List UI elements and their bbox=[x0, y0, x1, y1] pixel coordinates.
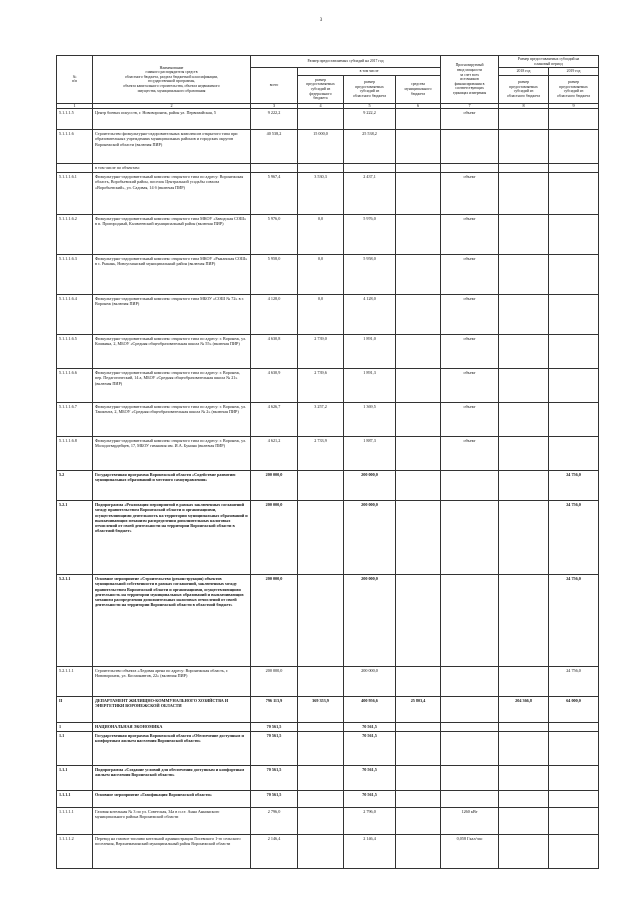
row-number: II bbox=[57, 697, 93, 723]
row-total: 796 113,9 bbox=[251, 697, 298, 723]
row-total: 70 561,5 bbox=[251, 766, 298, 791]
table-row bbox=[57, 130, 599, 164]
row-federal bbox=[298, 732, 344, 766]
row-federal bbox=[298, 766, 344, 791]
row-total: 200 000,0 bbox=[251, 667, 298, 697]
row-2018 bbox=[499, 130, 549, 164]
row-regional: 200 000,0 bbox=[344, 501, 396, 575]
row-2019 bbox=[549, 130, 599, 164]
row-name: НАЦИОНАЛЬНАЯ ЭКОНОМИКА bbox=[93, 723, 251, 732]
page-number: 3 bbox=[319, 18, 323, 23]
row-municipal bbox=[396, 723, 441, 732]
row-number bbox=[57, 164, 93, 173]
row-regional: 5 958,0 bbox=[344, 255, 396, 295]
row-municipal: 25 803,4 bbox=[396, 697, 441, 723]
row-total: 5 958,0 bbox=[251, 255, 298, 295]
row-name: Физкультурно-оздоровительный комплекс открытого типа МКОУ «Рыкanская СОШ» в с. Рыкань, Новоусманский муниципальный район (включая ПИР) bbox=[93, 255, 251, 295]
row-2019 bbox=[549, 109, 599, 130]
table-row bbox=[57, 173, 599, 215]
row-capacity bbox=[441, 501, 499, 575]
row-2018 bbox=[499, 295, 549, 335]
row-capacity: объект bbox=[441, 369, 499, 403]
row-name: Физкультурно-оздоровительный комплекс открытого типа по адресу: г. Воронеж, ул. Ташкента, 2, МБОУ «Средняя общеобразовательная школа № 2» (включая ПИР) bbox=[93, 403, 251, 437]
row-municipal bbox=[396, 335, 441, 369]
row-federal bbox=[298, 791, 344, 808]
row-2019 bbox=[549, 295, 599, 335]
row-name: Подпрограмма «Реализация мероприятий в рамках заключенных соглашений между правительством Воронежской области и организациями, осуществляющими деятельность на территории муниципальных образований и выплачивающих механизм распределения дополнительных налоговых отчислений от своей деятельности на территории Воронежской области в областной бюджет» bbox=[93, 501, 251, 575]
row-municipal bbox=[396, 471, 441, 501]
row-total: 4 626,7 bbox=[251, 403, 298, 437]
row-number: 1.1.1.1 bbox=[57, 791, 93, 808]
row-total: 200 000,0 bbox=[251, 501, 298, 575]
row-name: Физкультурно-оздоровительный комплекс открытого типа по адресу: Воронежская область, Воробьевский район, поселок Центральной усадьбы совхоза «Воробьевский», ул. Садовая, 14 б (включая ПИР) bbox=[93, 173, 251, 215]
row-2018 bbox=[499, 471, 549, 501]
row-name: Строительство физкультурно-оздоровительных комплексов открытого типа при образовательных учреждениях муниципальных районов и городских округов Воронежской области (включая ПИР) bbox=[93, 130, 251, 164]
header-total: всего bbox=[251, 68, 298, 104]
row-number: 5.1.1.1.6 bbox=[57, 130, 93, 164]
row-regional: 5 976,0 bbox=[344, 215, 396, 255]
row-name: Основное мероприятие «Газификация Воронежской области» bbox=[93, 791, 251, 808]
row-name: Физкультурно-оздоровительный комплекс открытого типа по адресу: г. Воронеж, ул. Кошкина, 2, МБОУ «Средняя общеобразовательная школа № 55» (включая ПИР) bbox=[93, 335, 251, 369]
row-federal bbox=[298, 109, 344, 130]
row-federal: 3 257,2 bbox=[298, 403, 344, 437]
row-capacity: объект bbox=[441, 403, 499, 437]
row-regional: 1 891,0 bbox=[344, 335, 396, 369]
row-total: 9 222,2 bbox=[251, 109, 298, 130]
row-federal bbox=[298, 501, 344, 575]
table-row bbox=[57, 109, 599, 130]
row-number: 5.1.1.1.6.1 bbox=[57, 173, 93, 215]
row-total: 70 561,5 bbox=[251, 732, 298, 766]
row-regional: 70 561,5 bbox=[344, 791, 396, 808]
table-row bbox=[57, 437, 599, 471]
row-name: Строительство объекта «Ледовая арена по адресу: Воронежская область, г. Нововоронеж, ул. Космонавтов, 22» (включая ПИР) bbox=[93, 667, 251, 697]
row-federal: 2 739,6 bbox=[298, 369, 344, 403]
table-row bbox=[57, 403, 599, 437]
row-2018 bbox=[499, 835, 549, 869]
header-capacity: Прогнозируемый ввод мощности за счет всех источников финансирования в соответствующих единицах измерения bbox=[441, 56, 499, 104]
row-2019: 24 756,0 bbox=[549, 471, 599, 501]
row-capacity: объект bbox=[441, 255, 499, 295]
row-municipal bbox=[396, 791, 441, 808]
row-2018 bbox=[499, 766, 549, 791]
table-row bbox=[57, 295, 599, 335]
row-municipal bbox=[396, 130, 441, 164]
row-2019 bbox=[549, 835, 599, 869]
header-regional: размер предоставляемых субсидий из областного бюджета bbox=[344, 75, 396, 103]
row-2019: 24 756,0 bbox=[549, 575, 599, 667]
row-number: 5.1.1.1.6.5 bbox=[57, 335, 93, 369]
row-number: 5.1.1.1.6.8 bbox=[57, 437, 93, 471]
row-total: 200 000,0 bbox=[251, 575, 298, 667]
col-number: 8 bbox=[499, 103, 549, 108]
row-federal: 0,0 bbox=[298, 255, 344, 295]
row-municipal bbox=[396, 295, 441, 335]
row-total: 200 000,0 bbox=[251, 471, 298, 501]
col-number: 4 bbox=[298, 103, 344, 108]
row-name: ДЕПАРТАМЕНТ ЖИЛИЩНО-КОММУНАЛЬНОГО ХОЗЯЙСТВА И ЭНЕРГЕТИКИ ВОРОНЕЖСКОЙ ОБЛАСТИ bbox=[93, 697, 251, 723]
row-2019 bbox=[549, 791, 599, 808]
row-municipal bbox=[396, 667, 441, 697]
row-2019: 64 000,0 bbox=[549, 697, 599, 723]
col-number: 3 bbox=[251, 103, 298, 108]
row-2019 bbox=[549, 215, 599, 255]
table-row bbox=[57, 335, 599, 369]
row-municipal bbox=[396, 255, 441, 295]
row-name: Физкультурно-оздоровительный комплекс открытого типа МБОУ «СОШ № 72» в г. Воронеж (включая ПИР) bbox=[93, 295, 251, 335]
row-municipal bbox=[396, 835, 441, 869]
row-municipal bbox=[396, 732, 441, 766]
row-2019 bbox=[549, 173, 599, 215]
row-regional: 1 887,3 bbox=[344, 437, 396, 471]
row-number: 5.2.1.1 bbox=[57, 575, 93, 667]
row-name: Перевод на газовое топливо котельной администрации Лосевского 1-го сельского поселения, Верхнемамонский муниципальный район Воронежской области bbox=[93, 835, 251, 869]
subsidy-table bbox=[56, 55, 599, 869]
row-total: 2 146,4 bbox=[251, 835, 298, 869]
row-capacity bbox=[441, 766, 499, 791]
row-capacity: объект bbox=[441, 295, 499, 335]
row-number: 5.2.1 bbox=[57, 501, 93, 575]
row-federal bbox=[298, 575, 344, 667]
row-capacity: объект bbox=[441, 335, 499, 369]
col-number: 5 bbox=[344, 103, 396, 108]
row-total: 4 630,9 bbox=[251, 369, 298, 403]
row-2018 bbox=[499, 173, 549, 215]
row-municipal bbox=[396, 173, 441, 215]
header-2019: 2019 год bbox=[549, 68, 599, 76]
table-row bbox=[57, 697, 599, 723]
row-municipal bbox=[396, 575, 441, 667]
row-name: Государственная программа Воронежской области «Содействие развитию муниципальных образований и местного самоуправления» bbox=[93, 471, 251, 501]
row-capacity: объект bbox=[441, 173, 499, 215]
row-federal: 15 000,0 bbox=[298, 130, 344, 164]
row-regional: 1 369,5 bbox=[344, 403, 396, 437]
row-2018 bbox=[499, 575, 549, 667]
header-municipal: средства муниципального бюджета bbox=[396, 75, 441, 103]
header-name: Наименование главного распорядителя средств областного бюджета, раздела бюджетной классификации, государственной программы, объекта капитального строительства, объекта недвижимого имущества, муниципального образования bbox=[93, 56, 251, 104]
row-2019 bbox=[549, 437, 599, 471]
row-2018 bbox=[499, 403, 549, 437]
row-number: 5.2.1.1.1 bbox=[57, 667, 93, 697]
row-2019 bbox=[549, 369, 599, 403]
col-number: 7 bbox=[441, 103, 499, 108]
table-body bbox=[57, 109, 599, 869]
header-2019-sub: размер предоставляемых субсидий из областного бюджета bbox=[549, 75, 599, 103]
row-capacity bbox=[441, 130, 499, 164]
row-name: Центр боевых искусств, г. Нововоронеж, район ул. Первомайская, 5 bbox=[93, 109, 251, 130]
row-federal: 3 530,3 bbox=[298, 173, 344, 215]
row-municipal bbox=[396, 109, 441, 130]
row-number: 5.1.1.1.6.4 bbox=[57, 295, 93, 335]
row-name: Основное мероприятие «Строительство (реконструкция) объектов муниципальной собственности в рамках соглашений, заключенных между правительством Воронежской области и организациями, осуществляющими деятельность на территории муниципальных образований и выплачивающих механизм распределения дополнительных налоговых отчислений от своей деятельности на территории Воронежской области в областной бюджет» bbox=[93, 575, 251, 667]
row-total: 4 630,8 bbox=[251, 335, 298, 369]
row-2018 bbox=[499, 335, 549, 369]
row-name: Газовая котельная № 3 по ул. Советская, 34а в п.г.т. Анна Аннинского муниципального района Воронежской области bbox=[93, 808, 251, 835]
row-name: Физкультурно-оздоровительный комплекс открытого типа МКОУ «Заводская СОШ» в п. Пригородный, Калачеевский муниципальный район (включая ПИР) bbox=[93, 215, 251, 255]
col-number: 1 bbox=[57, 103, 93, 108]
row-2018 bbox=[499, 723, 549, 732]
row-municipal bbox=[396, 437, 441, 471]
row-federal: 2 739,0 bbox=[298, 335, 344, 369]
table-row bbox=[57, 164, 599, 173]
row-total: 2 796,0 bbox=[251, 808, 298, 835]
row-federal bbox=[298, 471, 344, 501]
row-capacity bbox=[441, 575, 499, 667]
row-2018 bbox=[499, 369, 549, 403]
row-federal bbox=[298, 835, 344, 869]
col-number: 9 bbox=[549, 103, 599, 108]
col-number: 6 bbox=[396, 103, 441, 108]
row-capacity bbox=[441, 471, 499, 501]
row-federal: 369 353,9 bbox=[298, 697, 344, 723]
row-regional: 25 538,2 bbox=[344, 130, 396, 164]
table-row bbox=[57, 808, 599, 835]
row-municipal bbox=[396, 808, 441, 835]
row-number: 5.1.1.1.6.6 bbox=[57, 369, 93, 403]
row-municipal bbox=[396, 215, 441, 255]
row-federal bbox=[298, 723, 344, 732]
row-2019 bbox=[549, 732, 599, 766]
row-number: 5.2 bbox=[57, 471, 93, 501]
row-2018 bbox=[499, 808, 549, 835]
row-2018 bbox=[499, 667, 549, 697]
table-row bbox=[57, 471, 599, 501]
row-2018 bbox=[499, 732, 549, 766]
row-2019 bbox=[549, 255, 599, 295]
row-regional: 9 222,2 bbox=[344, 109, 396, 130]
table-row bbox=[57, 723, 599, 732]
row-municipal bbox=[396, 164, 441, 173]
row-number: 5.1.1.1.6.2 bbox=[57, 215, 93, 255]
row-regional: 4 128,0 bbox=[344, 295, 396, 335]
header-number: № п/п bbox=[57, 56, 93, 104]
row-regional: 200 000,0 bbox=[344, 667, 396, 697]
row-total: 4 621,2 bbox=[251, 437, 298, 471]
row-municipal bbox=[396, 501, 441, 575]
row-regional: 70 561,5 bbox=[344, 732, 396, 766]
row-total: 5 976,0 bbox=[251, 215, 298, 255]
row-capacity: объект bbox=[441, 215, 499, 255]
row-2019 bbox=[549, 403, 599, 437]
row-2018: 204 366,8 bbox=[499, 697, 549, 723]
row-2019 bbox=[549, 335, 599, 369]
row-federal bbox=[298, 667, 344, 697]
row-federal: 2 733,9 bbox=[298, 437, 344, 471]
row-capacity: 0,058 Гкал/час bbox=[441, 835, 499, 869]
row-number: 5.1.1.1.6.7 bbox=[57, 403, 93, 437]
row-name: Подпрограмма «Создание условий для обеспечения доступным и комфортным жильем населения Воронежской области» bbox=[93, 766, 251, 791]
row-regional: 200 000,0 bbox=[344, 575, 396, 667]
row-name: Физкультурно-оздоровительный комплекс открытого типа по адресу: г. Воронеж, пер. Педагогический, 14 а, МБОУ «Средняя общеобразовательная школа № 21» (включая ПИР) bbox=[93, 369, 251, 403]
row-number: 1.1.1 bbox=[57, 766, 93, 791]
row-2018 bbox=[499, 791, 549, 808]
row-total: 40 538,2 bbox=[251, 130, 298, 164]
table-row bbox=[57, 791, 599, 808]
row-capacity: объект bbox=[441, 109, 499, 130]
row-regional: 1 891,3 bbox=[344, 369, 396, 403]
header-2018: 2018 год bbox=[499, 68, 549, 76]
row-number: 1.1.1.1.1 bbox=[57, 808, 93, 835]
header-2017-group: Размер предоставляемых субсидий на 2017 год bbox=[251, 56, 441, 68]
table-row bbox=[57, 215, 599, 255]
row-capacity bbox=[441, 164, 499, 173]
row-capacity: объект bbox=[441, 437, 499, 471]
table-row bbox=[57, 667, 599, 697]
row-total: 5 967,4 bbox=[251, 173, 298, 215]
col-number: 2 bbox=[93, 103, 251, 108]
row-municipal bbox=[396, 403, 441, 437]
row-2018 bbox=[499, 501, 549, 575]
row-number: 1.1 bbox=[57, 732, 93, 766]
row-federal: 0,0 bbox=[298, 295, 344, 335]
row-number: 5.1.1.1.6.3 bbox=[57, 255, 93, 295]
table-row bbox=[57, 369, 599, 403]
row-regional: 70 561,5 bbox=[344, 723, 396, 732]
row-name: Государственная программа Воронежской области «Обеспечение доступным и комфортным жильем населения Воронежской области» bbox=[93, 732, 251, 766]
row-regional: 2 146,4 bbox=[344, 835, 396, 869]
table-row bbox=[57, 766, 599, 791]
row-2018 bbox=[499, 109, 549, 130]
table-row bbox=[57, 255, 599, 295]
row-2019 bbox=[549, 766, 599, 791]
header-plan-group: Размер предоставляемых субсидий на плановый период bbox=[499, 56, 599, 68]
table-header bbox=[57, 56, 599, 109]
table-row bbox=[57, 575, 599, 667]
row-regional: 70 561,5 bbox=[344, 766, 396, 791]
table-row bbox=[57, 501, 599, 575]
row-number: 1 bbox=[57, 723, 93, 732]
row-capacity bbox=[441, 732, 499, 766]
row-capacity bbox=[441, 697, 499, 723]
header-2018-sub: размер предоставляемых субсидий из областного бюджета bbox=[499, 75, 549, 103]
row-capacity bbox=[441, 723, 499, 732]
row-2018 bbox=[499, 215, 549, 255]
row-2018 bbox=[499, 255, 549, 295]
row-regional: 200 000,0 bbox=[344, 471, 396, 501]
row-federal: 0,0 bbox=[298, 215, 344, 255]
row-2019 bbox=[549, 723, 599, 732]
row-2018 bbox=[499, 164, 549, 173]
row-capacity bbox=[441, 791, 499, 808]
row-regional: 2 796,0 bbox=[344, 808, 396, 835]
table-row bbox=[57, 732, 599, 766]
row-total: 70 561,5 bbox=[251, 791, 298, 808]
row-number: 5.1.1.1.5 bbox=[57, 109, 93, 130]
row-capacity: 1260 кВт bbox=[441, 808, 499, 835]
row-municipal bbox=[396, 369, 441, 403]
header-including: в том числе bbox=[298, 68, 441, 76]
row-regional: 2 437,1 bbox=[344, 173, 396, 215]
row-total bbox=[251, 164, 298, 173]
row-number: 1.1.1.1.2 bbox=[57, 835, 93, 869]
row-capacity bbox=[441, 667, 499, 697]
row-regional bbox=[344, 164, 396, 173]
row-federal bbox=[298, 808, 344, 835]
row-total: 4 128,0 bbox=[251, 295, 298, 335]
header-federal: размер предоставляемых субсидий из федерального бюджета bbox=[298, 75, 344, 103]
row-2019: 24 756,0 bbox=[549, 667, 599, 697]
row-regional: 400 956,6 bbox=[344, 697, 396, 723]
row-total: 70 561,5 bbox=[251, 723, 298, 732]
row-2019: 24 756,0 bbox=[549, 501, 599, 575]
row-federal bbox=[298, 164, 344, 173]
row-name: в том числе по объектам: bbox=[93, 164, 251, 173]
row-2019 bbox=[549, 808, 599, 835]
row-2018 bbox=[499, 437, 549, 471]
table-row bbox=[57, 835, 599, 869]
row-name: Физкультурно-оздоровительный комплекс открытого типа по адресу: г. Воронеж, ул. Молодогвардейцев, 17, МБОУ гимназия им. И.А. Бунина (включая ПИР) bbox=[93, 437, 251, 471]
row-2019 bbox=[549, 164, 599, 173]
row-municipal bbox=[396, 766, 441, 791]
